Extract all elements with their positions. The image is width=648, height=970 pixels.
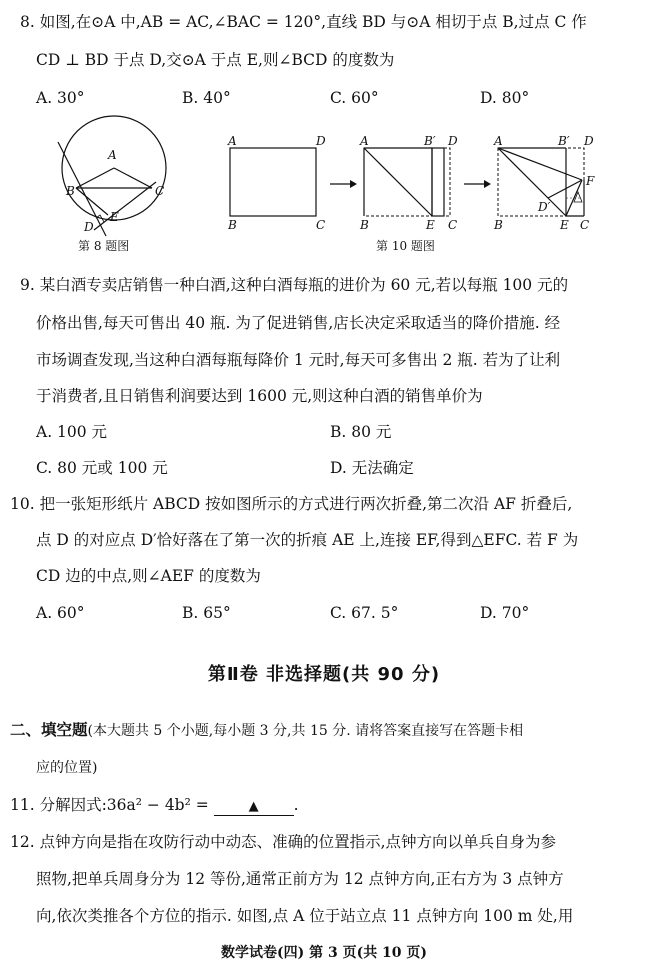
fig8-label-c: C xyxy=(155,184,165,198)
q9-option-a: A. 100 元 xyxy=(36,423,108,441)
q10-option-c: C. 67. 5° xyxy=(330,604,399,622)
fig10-p1-label-b: B xyxy=(228,218,237,232)
part-2-instructions xyxy=(10,720,523,741)
fig8-label-d: D xyxy=(84,220,94,234)
q11 xyxy=(10,795,299,816)
fig8-label-a: A xyxy=(108,148,117,162)
q12-stem-line3: 向,依次类推各个方位的指示. 如图,点 A 位于站立点 11 点钟方向 100 m 处,用 xyxy=(36,907,574,925)
fig10-p3-label-c: C xyxy=(580,218,590,232)
q8-option-d: D. 80° xyxy=(480,89,530,107)
part-2-title: 二、填空题 xyxy=(10,721,88,739)
fig10-p2-label-b: B xyxy=(360,218,369,232)
fig10-p1-label-d: D xyxy=(316,134,326,148)
fig10-p1-label-a: A xyxy=(228,134,237,148)
q10-stem-line3: CD 边的中点,则∠AEF 的度数为 xyxy=(36,567,261,585)
fig10-p3-label-f: F xyxy=(586,174,595,188)
fig10-p1-label-c: C xyxy=(316,218,326,232)
q11-answer-blank[interactable]: ▲ xyxy=(214,799,294,816)
fig10-p3-label-a: A xyxy=(494,134,503,148)
q12-stem-line2: 照物,把单兵周身分为 12 等份,通常正前方为 12 点钟方向,正右方为 3 点钟方 xyxy=(36,870,564,888)
section-2-heading: 第Ⅱ卷 非选择题(共 90 分) xyxy=(207,664,441,685)
q8-option-c: C. 60° xyxy=(330,89,379,107)
fig10-p3-label-e: E xyxy=(560,218,569,232)
q9-stem-line3: 市场调查发现,当这种白酒每瓶每降价 1 元时,每天可多售出 2 瓶. 若为了让利 xyxy=(36,351,561,369)
q10-option-d: D. 70° xyxy=(480,604,530,622)
q10-option-a: A. 60° xyxy=(36,604,85,622)
page-footer: 数学试卷(四) 第 3 页(共 10 页) xyxy=(220,945,428,961)
q10-stem-line2: 点 D 的对应点 D′恰好落在了第一次的折痕 AE 上,连接 EF,得到△EFC. 若 F 为 xyxy=(36,531,579,549)
q9-stem-line1: 9. 某白酒专卖店销售一种白酒,这种白酒每瓶的进价为 60 元,若以每瓶 100 元的 xyxy=(20,276,569,294)
fig8-caption: 第 8 题图 xyxy=(78,239,130,253)
fig10-p3-label-dprime: D′ xyxy=(538,200,551,214)
fig8-label-e: E xyxy=(110,210,119,224)
fig8-label-b: B xyxy=(66,184,75,198)
fig10-p2-label-d: D xyxy=(448,134,458,148)
fig10-p3-label-b: B xyxy=(494,218,503,232)
q11-suffix: . xyxy=(293,796,299,814)
q10-option-b: B. 65° xyxy=(182,604,231,622)
q9-option-b: B. 80 元 xyxy=(330,423,392,441)
fig10-p2-label-e: E xyxy=(426,218,435,232)
q10-stem-line1: 10. 把一张矩形纸片 ABCD 按如图所示的方式进行两次折叠,第二次沿 AF 折叠后, xyxy=(10,495,573,513)
fig10-caption: 第 10 题图 xyxy=(376,239,435,253)
q9-option-c: C. 80 元或 100 元 xyxy=(36,459,168,477)
fig10-p2-label-bprime: B′ xyxy=(424,134,436,148)
q12-stem-line1: 12. 点钟方向是指在攻防行动中动态、准确的位置指示,点钟方向以单兵自身为参 xyxy=(10,833,557,851)
part-2-note-line1: (本大题共 5 个小题,每小题 3 分,共 15 分. 请将答案直接写在答题卡相 xyxy=(87,723,524,739)
q8-stem-line2: CD ⊥ BD 于点 D,交⊙A 于点 E,则∠BCD 的度数为 xyxy=(36,51,395,69)
q8-option-a: A. 30° xyxy=(36,89,85,107)
q9-stem-line4: 于消费者,且日销售利润要达到 1600 元,则这种白酒的销售单价为 xyxy=(36,387,483,405)
q8-option-b: B. 40° xyxy=(182,89,231,107)
part-2-note-line2: 应的位置) xyxy=(36,760,98,776)
fig10-p3-label-d: D xyxy=(584,134,594,148)
q11-prefix: 11. 分解因式:36a² − 4b² = xyxy=(10,796,214,814)
fig10-p3-label-bprime: B′ xyxy=(558,134,570,148)
q9-stem-line2: 价格出售,每天可售出 40 瓶. 为了促进销售,店长决定采取适当的降价措施. 经 xyxy=(36,314,561,332)
q8-stem-line1: 8. 如图,在⊙A 中,AB = AC,∠BAC = 120°,直线 BD 与⊙A 相切于点 B,过点 C 作 xyxy=(20,13,587,31)
fig10-p2-label-a: A xyxy=(360,134,369,148)
q9-option-d: D. 无法确定 xyxy=(330,459,414,477)
fig10-p2-label-c: C xyxy=(448,218,458,232)
